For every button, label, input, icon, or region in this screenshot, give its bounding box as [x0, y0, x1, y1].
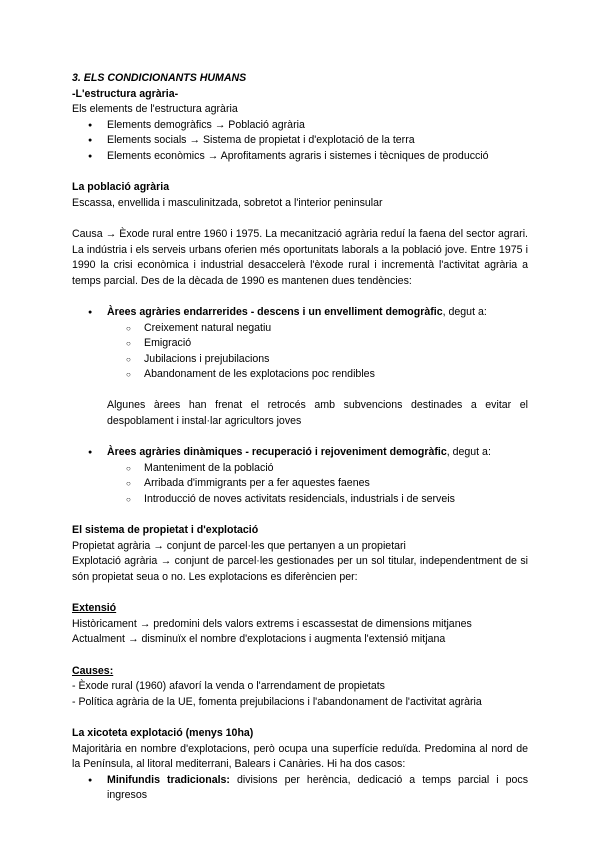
xicoteta-list: [72, 773, 528, 804]
causes-heading: Causes:: [72, 664, 114, 677]
list-item: ● Elements econòmics → Aprofitaments agraris i sistemes i tècniques de producció: [72, 149, 528, 165]
sistema-propietat: Propietat agrària → conjunt de parcel·les que pertanyen a un propietari: [72, 539, 406, 552]
dinamiques-list: [72, 445, 528, 507]
endarrerides-rest: , degut a:: [442, 305, 487, 318]
list-item: ● Elements socials → Sistema de propietat i d'explotació de la terra: [72, 133, 528, 149]
list-item: ○ Introducció de noves activitats residencials, industrials i de serveis: [72, 492, 528, 508]
minifundis-title: Minifundis tradicionals:: [107, 773, 230, 786]
list-item: ○ Abandonament de les explotacions poc rendibles: [72, 367, 528, 383]
list-item: [72, 305, 528, 321]
list-item: ○ Arribada d'immigrants per a fer aquestes faenes: [72, 476, 528, 492]
poblacio-desc: Escassa, envellida i masculinitzada, sobretot a l'interior peninsular: [72, 196, 383, 209]
minifundis-rest: divisions per herència, dedicació a temps parcial i pocs ingresos: [107, 773, 529, 802]
extensio-heading: Extensió: [72, 602, 117, 615]
list-item: [72, 445, 528, 461]
structure-intro: Els elements de l'estructura agrària: [72, 103, 238, 116]
sistema-explotacio: Explotació agrària → conjunt de parcel·les gestionades per un sol titular, independentment de si són propietat seua o no. Les explotacions es diferèncien per:: [72, 555, 528, 583]
causes-item: - Èxode rural (1960) afavorí la venda o l'arrendament de propietats: [72, 680, 385, 693]
list-item: ● Elements demogràfics → Població agrària: [72, 118, 528, 134]
extensio-historicament: Històricament → predomini dels valors extrems i escassestat de dimensions mitjanes: [72, 617, 472, 630]
poblacio-causa: Causa → Èxode rural entre 1960 i 1975. La mecanització agrària reduí la faena del sector agrari. La indústria i els serveis urbans oferien més oportunitats laborals a la població jove. Entre 1975 i 1990 la crisi econòmica i industrial desaccelerà l'èxode rural i incrementà l'activitat agrària a temps parcial. Des de la dècada de 1990 es mantenen dues tendències:: [72, 227, 528, 287]
section-subtitle: -L'estructura agrària-: [72, 87, 179, 100]
list-item: ○ Jubilacions i prejubilacions: [72, 352, 528, 368]
section-title: 3. ELS CONDICIONANTS HUMANS: [72, 72, 247, 84]
list-item: ○ Creixement natural negatiu: [72, 321, 528, 337]
list-item: ○ Manteniment de la població: [72, 461, 528, 477]
dinamiques-title: Àrees agràries dinàmiques - recuperació i rejoveniment demogràfic: [107, 446, 447, 459]
endarrerides-list: [72, 305, 528, 383]
list-item: [72, 773, 528, 804]
xicoteta-text: Majoritària en nombre d'explotacions, però ocupa una superfície reduïda. Predomina al nord de la Península, al litoral mediterrani, Balears i Canàries. Hi ha dos casos:: [72, 742, 528, 771]
list-item: ○ Emigració: [72, 336, 528, 352]
extensio-actualment: Actualment → disminuïx el nombre d'explotacions i augmenta l'extensió mitjana: [72, 633, 446, 646]
sistema-heading: El sistema de propietat i d'explotació: [72, 524, 259, 537]
xicoteta-heading: La xicoteta explotació (menys 10ha): [72, 726, 254, 739]
endarrerides-title: Àrees agràries endarrerides - descens i un envelliment demogràfic: [107, 305, 443, 318]
causes-item: - Política agrària de la UE, fomenta prejubilacions i l'abandonament de l'activitat agrària: [72, 695, 482, 708]
structure-elements-list: [72, 118, 528, 165]
endarrerides-note: Algunes àrees han frenat el retrocés amb subvencions destinades a evitar el despoblament i instal·lar agricultors joves: [107, 399, 528, 428]
poblacio-heading: La població agrària: [72, 181, 170, 194]
dinamiques-rest: , degut a:: [446, 446, 491, 459]
document-page: [72, 71, 528, 804]
